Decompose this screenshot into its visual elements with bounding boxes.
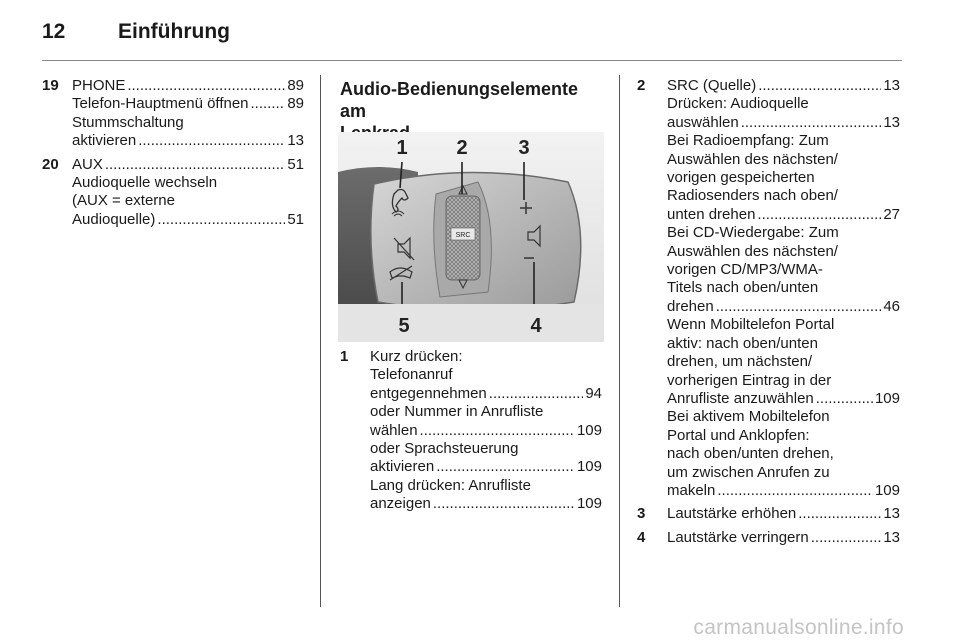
steering-wheel-photo xyxy=(338,132,604,342)
entry-text: Kurz drücken: xyxy=(370,348,463,365)
entry-number: 3 xyxy=(637,505,646,523)
dot-leader xyxy=(741,114,882,132)
entry-line xyxy=(72,95,304,113)
index-entry xyxy=(637,529,900,547)
page-reference-link[interactable]: 109 xyxy=(576,458,602,476)
entry-text: aktivieren xyxy=(370,458,435,476)
entry-line xyxy=(667,169,900,187)
entry-text: (AUX = externe xyxy=(72,192,175,210)
entry-number: 2 xyxy=(637,77,646,94)
entry-text: Bei CD-Wiedergabe: Zum xyxy=(667,224,839,242)
entry-line xyxy=(667,298,900,316)
entry-body xyxy=(72,156,304,230)
dot-leader xyxy=(420,422,575,440)
dot-leader xyxy=(127,77,285,95)
entry-text: drehen, um nächsten/ xyxy=(667,353,813,371)
entry-text: Lang drücken: Anrufliste xyxy=(370,476,531,494)
entry-line xyxy=(370,348,602,366)
entry-text: Portal und Anklopfen: xyxy=(667,426,810,444)
dot-leader xyxy=(433,495,575,513)
index-entry xyxy=(637,77,900,500)
entry-text: vorigen gespeicherten xyxy=(667,169,815,187)
page-reference-link[interactable]: 13 xyxy=(883,113,900,131)
entry-text: Lautstärke erhöhen xyxy=(667,505,797,523)
entry-text: oder Nummer in Anrufliste xyxy=(370,403,544,421)
page-reference-link[interactable]: 89 xyxy=(287,95,304,113)
entry-text: unten drehen xyxy=(667,205,756,223)
entry-line xyxy=(667,206,900,224)
callout-label-2: 2 xyxy=(456,137,468,159)
entry-text: oder Sprachsteuerung xyxy=(370,440,519,458)
dot-leader xyxy=(251,95,286,113)
page-reference-link[interactable]: 109 xyxy=(874,389,900,407)
page-reference-link[interactable]: 51 xyxy=(287,210,304,228)
section-title-line1: Audio-Bedienungselemente am xyxy=(340,79,579,121)
dot-leader xyxy=(489,385,584,403)
entry-text: PHONE xyxy=(72,77,126,94)
entry-line xyxy=(370,458,602,476)
entry-line xyxy=(370,366,602,384)
page-reference-link[interactable]: 94 xyxy=(585,384,602,402)
page-reference-link[interactable]: 13 xyxy=(883,77,900,94)
callout-label-3: 3 xyxy=(518,137,530,159)
entry-number: 20 xyxy=(42,155,59,173)
callout-label-5: 5 xyxy=(398,315,410,337)
entry-text: Audioquelle wechseln xyxy=(72,174,218,192)
column-divider-right xyxy=(619,75,620,607)
middle-column xyxy=(340,348,602,519)
entry-text: nach oben/unten drehen, xyxy=(667,445,834,463)
dot-leader xyxy=(757,206,881,224)
entry-text: Auswählen des nächsten/ xyxy=(667,150,838,168)
entry-line xyxy=(667,114,900,132)
entry-line xyxy=(667,224,900,242)
header-divider xyxy=(42,60,902,61)
entry-line xyxy=(667,243,900,261)
entry-line xyxy=(667,77,900,95)
entry-text: Anrufliste anzuwählen xyxy=(667,389,814,407)
entry-line xyxy=(667,390,900,408)
entry-line xyxy=(370,422,602,440)
entry-text: auswählen xyxy=(667,113,739,131)
entry-line xyxy=(667,505,900,523)
callout-label-1: 1 xyxy=(396,137,408,159)
page-reference-link[interactable]: 109 xyxy=(874,481,900,499)
entry-text: makeln xyxy=(667,481,716,499)
entry-line xyxy=(667,151,900,169)
entry-text: Auswählen des nächsten/ xyxy=(667,242,838,260)
entry-line xyxy=(370,495,602,513)
entry-text: Bei aktivem Mobiltelefon xyxy=(667,408,830,426)
left-column xyxy=(42,77,304,234)
dot-leader xyxy=(436,458,575,476)
dot-leader xyxy=(798,505,881,523)
entry-line xyxy=(72,77,304,95)
entry-line xyxy=(667,408,900,426)
page-reference-link[interactable]: 89 xyxy=(287,77,304,94)
entry-line xyxy=(72,132,304,150)
entry-text: Bei Radioempfang: Zum xyxy=(667,132,829,150)
entry-body xyxy=(72,77,304,151)
entry-text: vorigen CD/MP3/WMA- xyxy=(667,261,823,279)
entry-line xyxy=(667,353,900,371)
index-entry xyxy=(637,505,900,523)
dot-leader xyxy=(758,77,881,95)
entry-line xyxy=(667,132,900,150)
entry-text: drehen xyxy=(667,297,714,315)
page-reference-link[interactable]: 13 xyxy=(883,505,900,523)
chapter-title: Einführung xyxy=(118,20,230,43)
entry-line xyxy=(72,192,304,210)
entry-text: vorherigen Eintrag in der xyxy=(667,371,832,389)
index-entry xyxy=(42,156,304,230)
page-reference-link[interactable]: 46 xyxy=(883,297,900,315)
entry-text: Drücken: Audioquelle xyxy=(667,95,809,113)
entry-line xyxy=(667,372,900,390)
entry-body xyxy=(667,505,900,523)
entry-line xyxy=(667,482,900,500)
entry-line xyxy=(667,464,900,482)
entry-line xyxy=(667,187,900,205)
entry-text: wählen xyxy=(370,421,418,439)
entry-text: anzeigen xyxy=(370,495,431,513)
page-reference-link[interactable]: 51 xyxy=(287,155,304,173)
entry-number: 4 xyxy=(637,528,646,546)
dot-leader xyxy=(811,529,882,547)
entry-text: aktivieren xyxy=(72,132,137,150)
steering-wheel-controls-figure xyxy=(338,132,604,342)
index-entry xyxy=(42,77,304,151)
callout-label-4: 4 xyxy=(530,315,542,337)
dot-leader xyxy=(716,298,882,316)
right-column xyxy=(637,77,900,552)
src-button-label: SRC xyxy=(455,232,471,239)
entry-number: 19 xyxy=(42,77,59,94)
entry-text: Radiosenders nach oben/ xyxy=(667,187,838,205)
page-reference-link[interactable]: 109 xyxy=(576,495,602,513)
entry-text: SRC (Quelle) xyxy=(667,77,757,94)
entry-body xyxy=(667,77,900,500)
entry-line xyxy=(667,95,900,113)
entry-text: Telefon-Hauptmenü öffnen xyxy=(72,95,249,113)
entry-text: Stummschaltung xyxy=(72,113,184,131)
entry-line xyxy=(667,445,900,463)
entry-text: um zwischen Anrufen zu xyxy=(667,463,830,481)
watermark: carmanualsonline.info xyxy=(693,616,904,639)
page-reference-link[interactable]: 13 xyxy=(883,528,900,546)
page-reference-link[interactable]: 109 xyxy=(576,421,602,439)
entry-line xyxy=(370,477,602,495)
entry-line xyxy=(370,440,602,458)
entry-number: 1 xyxy=(340,348,349,365)
entry-text: Lautstärke verringern xyxy=(667,528,809,546)
entry-text: entgegennehmen xyxy=(370,384,487,402)
index-entry xyxy=(340,348,602,514)
entry-text: Telefonanruf xyxy=(370,366,453,384)
dot-leader xyxy=(816,390,873,408)
entry-line xyxy=(72,211,304,229)
entry-line xyxy=(667,335,900,353)
entry-line xyxy=(72,114,304,132)
entry-line xyxy=(667,261,900,279)
entry-text: Titels nach oben/unten xyxy=(667,279,819,297)
entry-line xyxy=(667,427,900,445)
page-number: 12 xyxy=(42,20,66,43)
dot-leader xyxy=(138,132,285,150)
entry-text: Audioquelle) xyxy=(72,210,156,228)
entry-text: AUX xyxy=(72,155,103,173)
page-reference-link[interactable]: 27 xyxy=(883,205,900,223)
dot-leader xyxy=(157,211,285,229)
entry-line xyxy=(370,385,602,403)
entry-line xyxy=(667,529,900,547)
entry-body xyxy=(370,348,602,514)
column-divider-left xyxy=(320,75,321,607)
dot-leader xyxy=(717,482,873,500)
dot-leader xyxy=(105,156,285,174)
entry-text: aktiv: nach oben/unten xyxy=(667,334,818,352)
entry-body xyxy=(667,529,900,547)
entry-line xyxy=(667,316,900,334)
page-reference-link[interactable]: 13 xyxy=(287,132,304,150)
entry-line xyxy=(72,156,304,174)
entry-text: Wenn Mobiltelefon Portal xyxy=(667,316,835,334)
entry-line xyxy=(72,174,304,192)
entry-line xyxy=(667,279,900,297)
entry-line xyxy=(370,403,602,421)
